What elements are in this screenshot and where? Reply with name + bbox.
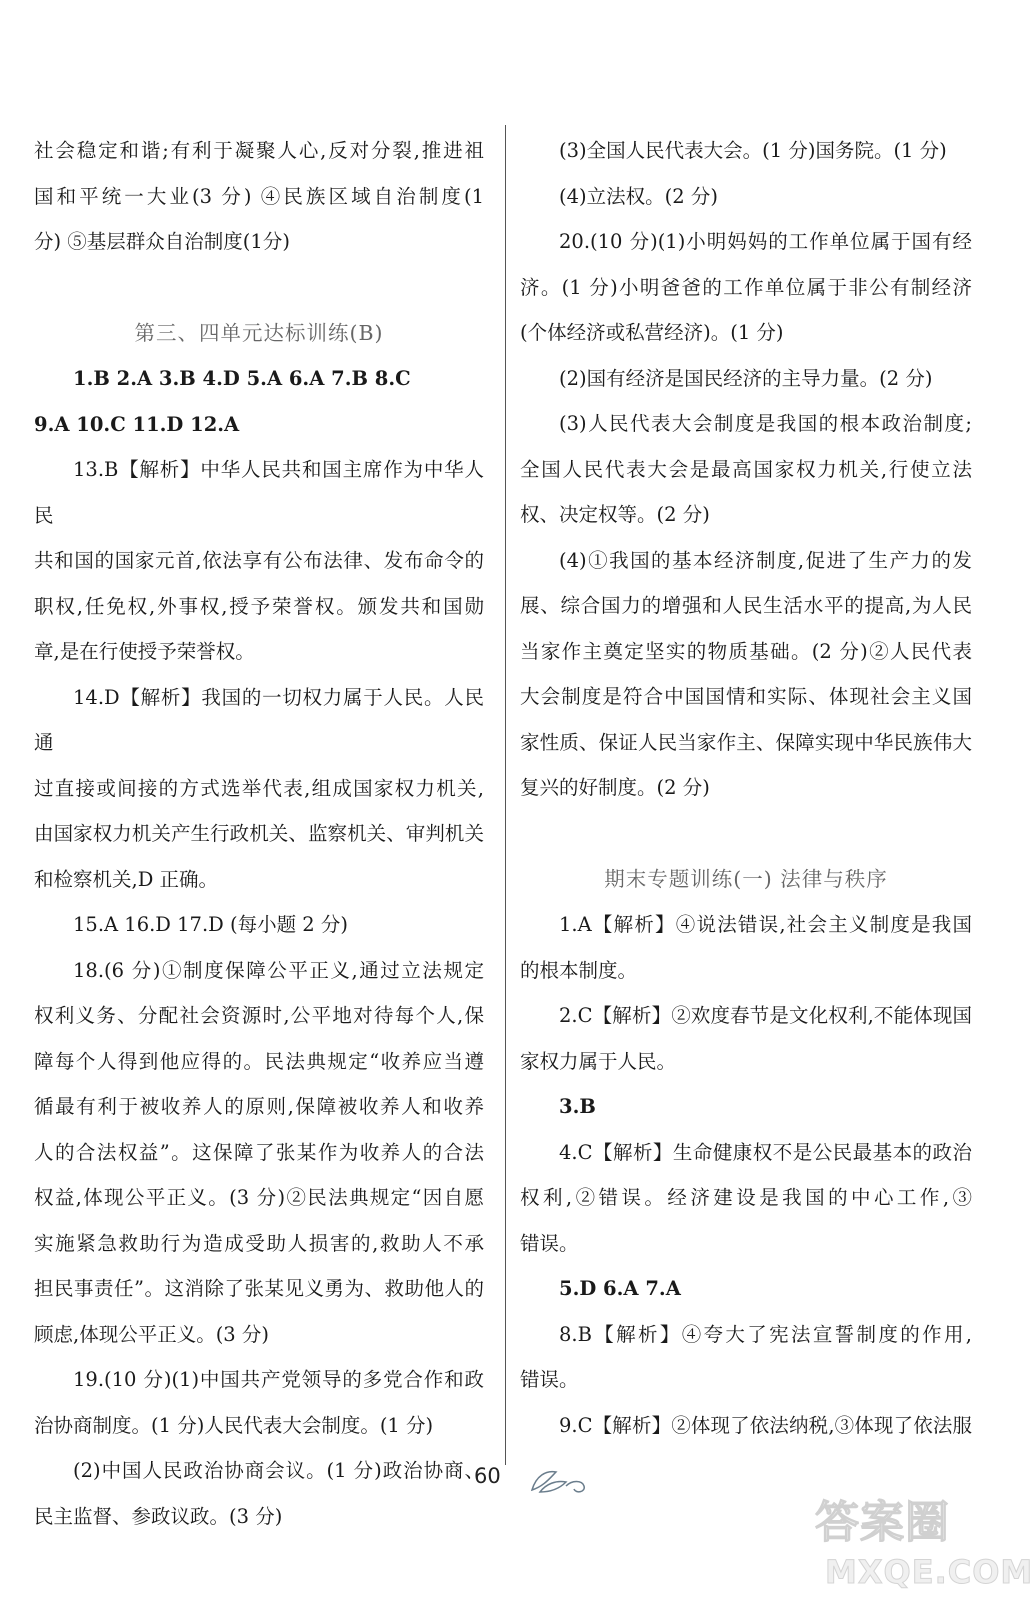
text-line: (4)①我国的基本经济制度,促进了生产力的发 (559, 548, 972, 572)
answer-row: 5.D 6.A 7.A (559, 1277, 681, 1300)
text-line: 权益,体现公平正义。(3 分)②民法典规定“因自愿 (34, 1186, 484, 1209)
text-line: 家权力属于人民。 (520, 1049, 677, 1073)
text-line: 民主监督、参政议政。(3 分) (34, 1504, 283, 1528)
text-line: 国和平统一大业(3 分) ④民族区域自治制度(1 (34, 184, 484, 208)
text-line: 共和国的国家元首,依法享有公布法律、发布命令的 (34, 549, 484, 572)
text-line: 复兴的好制度。(2 分) (520, 776, 710, 799)
left-column (34, 128, 484, 1539)
text-line: 全国人民代表大会是最高国家权力机关,行使立法 (520, 457, 972, 481)
text-line: 权利义务、分配社会资源时,公平地对待每个人,保 (34, 1004, 484, 1027)
watermark-text: 答案圈 (815, 1497, 950, 1548)
text-line: 错误。 (520, 1231, 579, 1255)
text-line: 20.(10 分)(1)小明妈妈的工作单位属于国有经 (559, 230, 972, 253)
text-line: (2)中国人民政治协商会议。(1 分)政治协商、 (73, 1459, 484, 1482)
text-line: 职权,任免权,外事权,授予荣誉权。颁发共和国勋 (34, 594, 484, 618)
text-line: 社会稳定和谐;有利于凝聚人心,反对分裂,推进祖 (34, 139, 484, 162)
text-line: 过直接或间接的方式选举代表,组成国家权力机关, (34, 776, 484, 800)
text-line: 实施紧急救助行为造成受助人损害的,救助人不承 (34, 1231, 484, 1255)
page-number: 60 (474, 1464, 501, 1488)
text-line: 家性质、保证人民当家作主、保障实现中华民族伟大 (520, 730, 972, 754)
text-line: 当家作主奠定坚实的物质基础。(2 分)②人民代表 (520, 639, 972, 663)
text-line: 担民事责任”。这消除了张某见义勇为、救助他人的 (34, 1277, 484, 1300)
text-line: 权利,②错误。经济建设是我国的中心工作,③ (520, 1186, 972, 1209)
text-line: 的根本制度。 (520, 958, 638, 982)
text-line: 济。(1 分)小明爸爸的工作单位属于非公有制经济 (520, 275, 972, 299)
text-line: 顾虑,体现公平正义。(3 分) (34, 1322, 270, 1346)
text-line: 2.C【解析】②欢度春节是文化权利,不能体现国 (559, 1004, 972, 1027)
text-line: 展、综合国力的增强和人民生活水平的提高,为人民 (520, 594, 972, 617)
text-line: 1.A【解析】④说法错误,社会主义制度是我国 (559, 913, 972, 936)
section-title: 期末专题训练(一) 法律与秩序 (604, 866, 888, 891)
text-line: 4.C【解析】生命健康权不是公民最基本的政治 (559, 1140, 972, 1164)
text-line: 13.B【解析】中华人民共和国主席作为中华人民 (34, 458, 484, 527)
text-line: (3)全国人民代表大会。(1 分)国务院。(1 分) (559, 139, 947, 162)
text-line: 大会制度是符合中国国情和实际、体现社会主义国 (520, 685, 972, 708)
text-line: 循最有利于被收养人的原则,保障被收养人和收养 (34, 1095, 484, 1118)
text-line: 14.D【解析】我国的一切权力属于人民。人民通 (34, 685, 484, 754)
watermark-logo (815, 1497, 1033, 1598)
leaf-ornament-icon (526, 1464, 596, 1498)
watermark-url: MXQE.COM (825, 1553, 1033, 1591)
answer-row: 9.A 10.C 11.D 12.A (34, 412, 240, 436)
text-line: 19.(10 分)(1)中国共产党领导的多党合作和政 (73, 1368, 484, 1391)
text-line: 由国家权力机关产生行政机关、监察机关、审判机关 (34, 822, 484, 845)
answer-row: 15.A 16.D 17.D (每小题 2 分) (73, 913, 348, 936)
text-line: 治协商制度。(1 分)人民代表大会制度。(1 分) (34, 1413, 434, 1437)
text-line: (2)国有经济是国民经济的主导力量。(2 分) (559, 366, 933, 390)
right-column (520, 128, 972, 1448)
text-line: 18.(6 分)①制度保障公平正义,通过立法规定 (73, 958, 484, 982)
answer-row: 3.B (559, 1095, 596, 1118)
text-line: 人的合法权益”。这保障了张某作为收养人的合法 (34, 1140, 484, 1164)
text-line: 分) ⑤基层群众自治制度(1分) (34, 230, 290, 253)
answer-row: 1.B 2.A 3.B 4.D 5.A 6.A 7.B 8.C (73, 367, 411, 390)
text-line: (4)立法权。(2 分) (559, 184, 718, 208)
section-title: 第三、四单元达标训练(B) (134, 320, 384, 345)
column-divider (505, 125, 506, 1465)
text-line: 障每个人得到他应得的。民法典规定“收养应当遵 (34, 1049, 484, 1073)
text-line: (3)人民代表大会制度是我国的根本政治制度; (559, 412, 972, 435)
text-line: 章,是在行使授予荣誉权。 (34, 640, 255, 663)
text-line: 9.C【解析】②体现了依法纳税,③体现了依法服 (559, 1413, 972, 1437)
text-line: 8.B【解析】④夸大了宪法宣誓制度的作用, (559, 1322, 972, 1346)
text-line: 错误。 (520, 1368, 579, 1391)
text-line: 和检察机关,D 正确。 (34, 867, 219, 891)
text-line: 权、决定权等。(2 分) (520, 503, 710, 526)
text-line: (个体经济或私营经济)。(1 分) (520, 321, 784, 344)
